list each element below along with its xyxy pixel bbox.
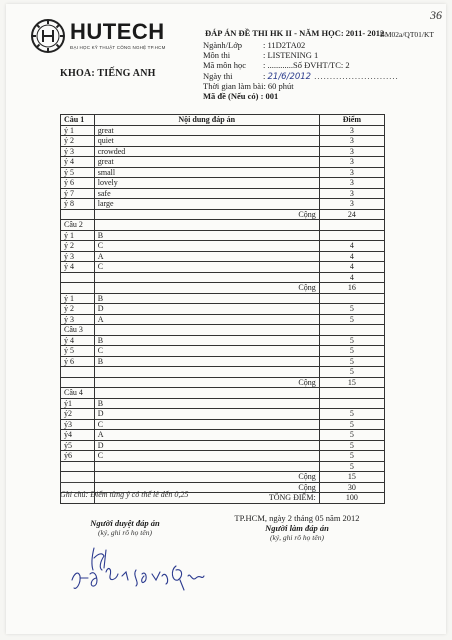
- answer-text: C: [94, 262, 319, 273]
- major-label: Ngành/Lớp: [203, 40, 242, 50]
- logo-wordmark: HUTECH: [70, 19, 165, 44]
- table-row: [61, 272, 385, 283]
- exam-date-dots: ...........................: [311, 70, 399, 81]
- item-number: ý 2: [61, 241, 95, 252]
- answer-text: large: [94, 199, 319, 210]
- grand-total-value: 100: [319, 493, 384, 504]
- exam-date-prefix: :: [263, 70, 268, 81]
- item-number: ý 7: [61, 188, 95, 199]
- item-points: [319, 230, 384, 241]
- item-points: 3: [319, 188, 384, 199]
- item-points: 5: [319, 430, 384, 441]
- item-number: ý1: [61, 398, 95, 409]
- document-title: ĐÁP ÁN ĐỀ THI HK II - NĂM HỌC: 2011- 2012: [205, 28, 385, 38]
- subject-value: : LISTENING 1: [263, 50, 319, 61]
- handwritten-signature: [66, 540, 216, 600]
- item-points: 3: [319, 167, 384, 178]
- section-title-row: [61, 220, 385, 231]
- answer-text: safe: [94, 188, 319, 199]
- item-points: 3: [319, 125, 384, 136]
- item-number: ý 3: [61, 146, 95, 157]
- item-number: ý 5: [61, 346, 95, 357]
- item-number: ý 2: [61, 304, 95, 315]
- table-row: [61, 146, 385, 157]
- item-number: ý 1: [61, 230, 95, 241]
- subtotal-value: 16: [319, 283, 384, 294]
- answer-text: quiet: [94, 136, 319, 147]
- signature-name: Hồ Thị Song Quyên: [86, 598, 96, 599]
- item-number: [61, 461, 95, 472]
- answer-text: B: [94, 356, 319, 367]
- answer-text: B: [94, 230, 319, 241]
- empty-cell: [61, 209, 95, 220]
- section-title: Câu 4: [61, 388, 95, 399]
- item-number: ý 1: [61, 125, 95, 136]
- course-code-row: [203, 60, 399, 70]
- item-points: 3: [319, 146, 384, 157]
- item-points: 5: [319, 356, 384, 367]
- table-row: [61, 241, 385, 252]
- table-row: [61, 157, 385, 168]
- subtotal-row: [61, 472, 385, 483]
- item-points: 4: [319, 262, 384, 273]
- answer-text: B: [94, 293, 319, 304]
- approver-title: Người duyệt đáp án: [90, 518, 160, 528]
- item-points: 5: [319, 335, 384, 346]
- answer-text: B: [94, 398, 319, 409]
- item-number: [61, 272, 95, 283]
- course-code-value: : ............Số ĐVHT/TC: 2: [263, 60, 350, 71]
- item-number: ý4: [61, 430, 95, 441]
- section-title-row: [61, 388, 385, 399]
- hutech-logo: [30, 18, 190, 58]
- subtotal-label: Cộng: [94, 209, 319, 220]
- answer-text: [94, 461, 319, 472]
- table-row: [61, 367, 385, 378]
- subtotal-value: 15: [319, 472, 384, 483]
- item-number: ý2: [61, 409, 95, 420]
- answer-text: C: [94, 419, 319, 430]
- item-points: 4: [319, 251, 384, 262]
- item-number: ý 3: [61, 314, 95, 325]
- answer-text: D: [94, 304, 319, 315]
- subtotal-label: Cộng: [94, 472, 319, 483]
- item-points: 5: [319, 346, 384, 357]
- table-row: [61, 188, 385, 199]
- empty-cell: [319, 220, 384, 231]
- item-number: ý 3: [61, 251, 95, 262]
- answer-text: A: [94, 251, 319, 262]
- logo-subtitle: ĐẠI HỌC KỸ THUẬT CÔNG NGHỆ TP.HCM: [70, 45, 166, 50]
- answer-text: small: [94, 167, 319, 178]
- table-row: [61, 451, 385, 462]
- signer-subtitle: (ký, ghi rõ họ tên): [270, 533, 324, 542]
- approver-block: [70, 518, 180, 537]
- table-row: [61, 167, 385, 178]
- table-header-row: [61, 115, 385, 126]
- table-row: [61, 262, 385, 273]
- item-points: [319, 398, 384, 409]
- table-row: [61, 409, 385, 420]
- section-title: Câu 3: [61, 325, 95, 336]
- answer-text: D: [94, 409, 319, 420]
- subject-label: Môn thi: [203, 50, 231, 61]
- answer-text: C: [94, 346, 319, 357]
- item-points: 5: [319, 440, 384, 451]
- answer-text: great: [94, 125, 319, 136]
- exam-code-row: Mã đề (Nếu có) : 001: [203, 90, 279, 101]
- answer-text: crowded: [94, 146, 319, 157]
- empty-cell: [319, 388, 384, 399]
- empty-cell: [319, 325, 384, 336]
- item-points: 3: [319, 178, 384, 189]
- table-row: [61, 251, 385, 262]
- answer-key-table: [60, 114, 385, 504]
- signing-date: TP.HCM, ngày 2 tháng 05 năm 2012: [234, 513, 360, 523]
- answer-text: D: [94, 440, 319, 451]
- item-points: 4: [319, 241, 384, 252]
- subtotal-label: Cộng: [94, 283, 319, 294]
- item-points: 5: [319, 367, 384, 378]
- footer-dots: ...............: [60, 476, 90, 485]
- subtotal-value: 24: [319, 209, 384, 220]
- exam-info: [203, 40, 399, 101]
- table-row: [61, 440, 385, 451]
- item-number: ý 8: [61, 199, 95, 210]
- subtotal-row: [61, 209, 385, 220]
- table-row: [61, 335, 385, 346]
- item-points: 5: [319, 409, 384, 420]
- answer-text: A: [94, 430, 319, 441]
- item-points: 3: [319, 157, 384, 168]
- signer-title: Người làm đáp án: [265, 523, 329, 533]
- item-number: ý 2: [61, 136, 95, 147]
- table-row: [61, 356, 385, 367]
- section-title: Câu 2: [61, 220, 95, 231]
- subtotal-label: Cộng: [94, 377, 319, 388]
- subtotal-label: Cộng: [94, 482, 319, 493]
- item-number: ý 4: [61, 262, 95, 273]
- answer-text: lovely: [94, 178, 319, 189]
- subject-row: [203, 50, 399, 60]
- empty-cell: [94, 325, 319, 336]
- item-points: 5: [319, 451, 384, 462]
- table-row: [61, 125, 385, 136]
- table-row: [61, 293, 385, 304]
- table-row: [61, 136, 385, 147]
- answer-text: C: [94, 451, 319, 462]
- item-number: ý6: [61, 451, 95, 462]
- item-number: ý 1: [61, 293, 95, 304]
- table-row: [61, 398, 385, 409]
- table-row: [61, 419, 385, 430]
- item-points: 5: [319, 419, 384, 430]
- duration-row: Thời gian làm bài: 60 phút: [203, 80, 294, 91]
- item-number: ý 6: [61, 178, 95, 189]
- form-code: BM02a/QT01/KT: [379, 30, 434, 39]
- item-points: 3: [319, 199, 384, 210]
- grading-note: Ghi chú: Điểm từng ý có thể lẻ đến 0,25: [60, 490, 189, 499]
- exam-date-row: [203, 71, 399, 81]
- faculty-label: KHOA: TIẾNG ANH: [60, 68, 156, 79]
- answer-text: C: [94, 241, 319, 252]
- header-content: Nội dung đáp án: [94, 115, 319, 126]
- table-row: [61, 304, 385, 315]
- item-number: ý5: [61, 440, 95, 451]
- exam-date-label: Ngày thi: [203, 70, 233, 81]
- item-points: 4: [319, 272, 384, 283]
- item-points: 5: [319, 304, 384, 315]
- hutech-seal-icon: [30, 18, 66, 54]
- table-row: [61, 346, 385, 357]
- subtotal-row: [61, 283, 385, 294]
- item-points: 5: [319, 314, 384, 325]
- table-row: [61, 199, 385, 210]
- page-number-handwritten: 36: [430, 8, 442, 22]
- section-title: Câu 1: [61, 115, 95, 126]
- major-row: [203, 40, 399, 50]
- exam-date-handwritten: 21/6/2012: [267, 71, 312, 82]
- answer-text: great: [94, 157, 319, 168]
- table-row: [61, 314, 385, 325]
- table-row: [61, 230, 385, 241]
- empty-cell: [61, 377, 95, 388]
- empty-cell: [94, 388, 319, 399]
- item-number: [61, 367, 95, 378]
- subtotal-value: 15: [319, 377, 384, 388]
- major-value: : 11D2TA02: [263, 40, 306, 50]
- grand-total-label: TỔNG ĐIỂM:: [94, 493, 319, 504]
- item-number: ý 4: [61, 157, 95, 168]
- course-code-label: Mã môn học: [203, 60, 246, 71]
- item-points: [319, 293, 384, 304]
- item-number: ý 5: [61, 167, 95, 178]
- item-number: ý3: [61, 419, 95, 430]
- answer-text: [94, 367, 319, 378]
- item-points: 5: [319, 461, 384, 472]
- item-points: 3: [319, 136, 384, 147]
- table-row: [61, 430, 385, 441]
- empty-cell: [94, 220, 319, 231]
- empty-cell: [61, 283, 95, 294]
- signer-block: [222, 513, 372, 542]
- answer-text: [94, 272, 319, 283]
- header-points: Điểm: [319, 115, 384, 126]
- approver-subtitle: (ký, ghi rõ họ tên): [98, 528, 152, 537]
- table-row: [61, 178, 385, 189]
- answer-text: B: [94, 335, 319, 346]
- subtotal-row: [61, 377, 385, 388]
- section-title-row: [61, 325, 385, 336]
- subtotal-value: 30: [319, 482, 384, 493]
- table-row: [61, 461, 385, 472]
- answer-text: A: [94, 314, 319, 325]
- item-number: ý 6: [61, 356, 95, 367]
- item-number: ý 4: [61, 335, 95, 346]
